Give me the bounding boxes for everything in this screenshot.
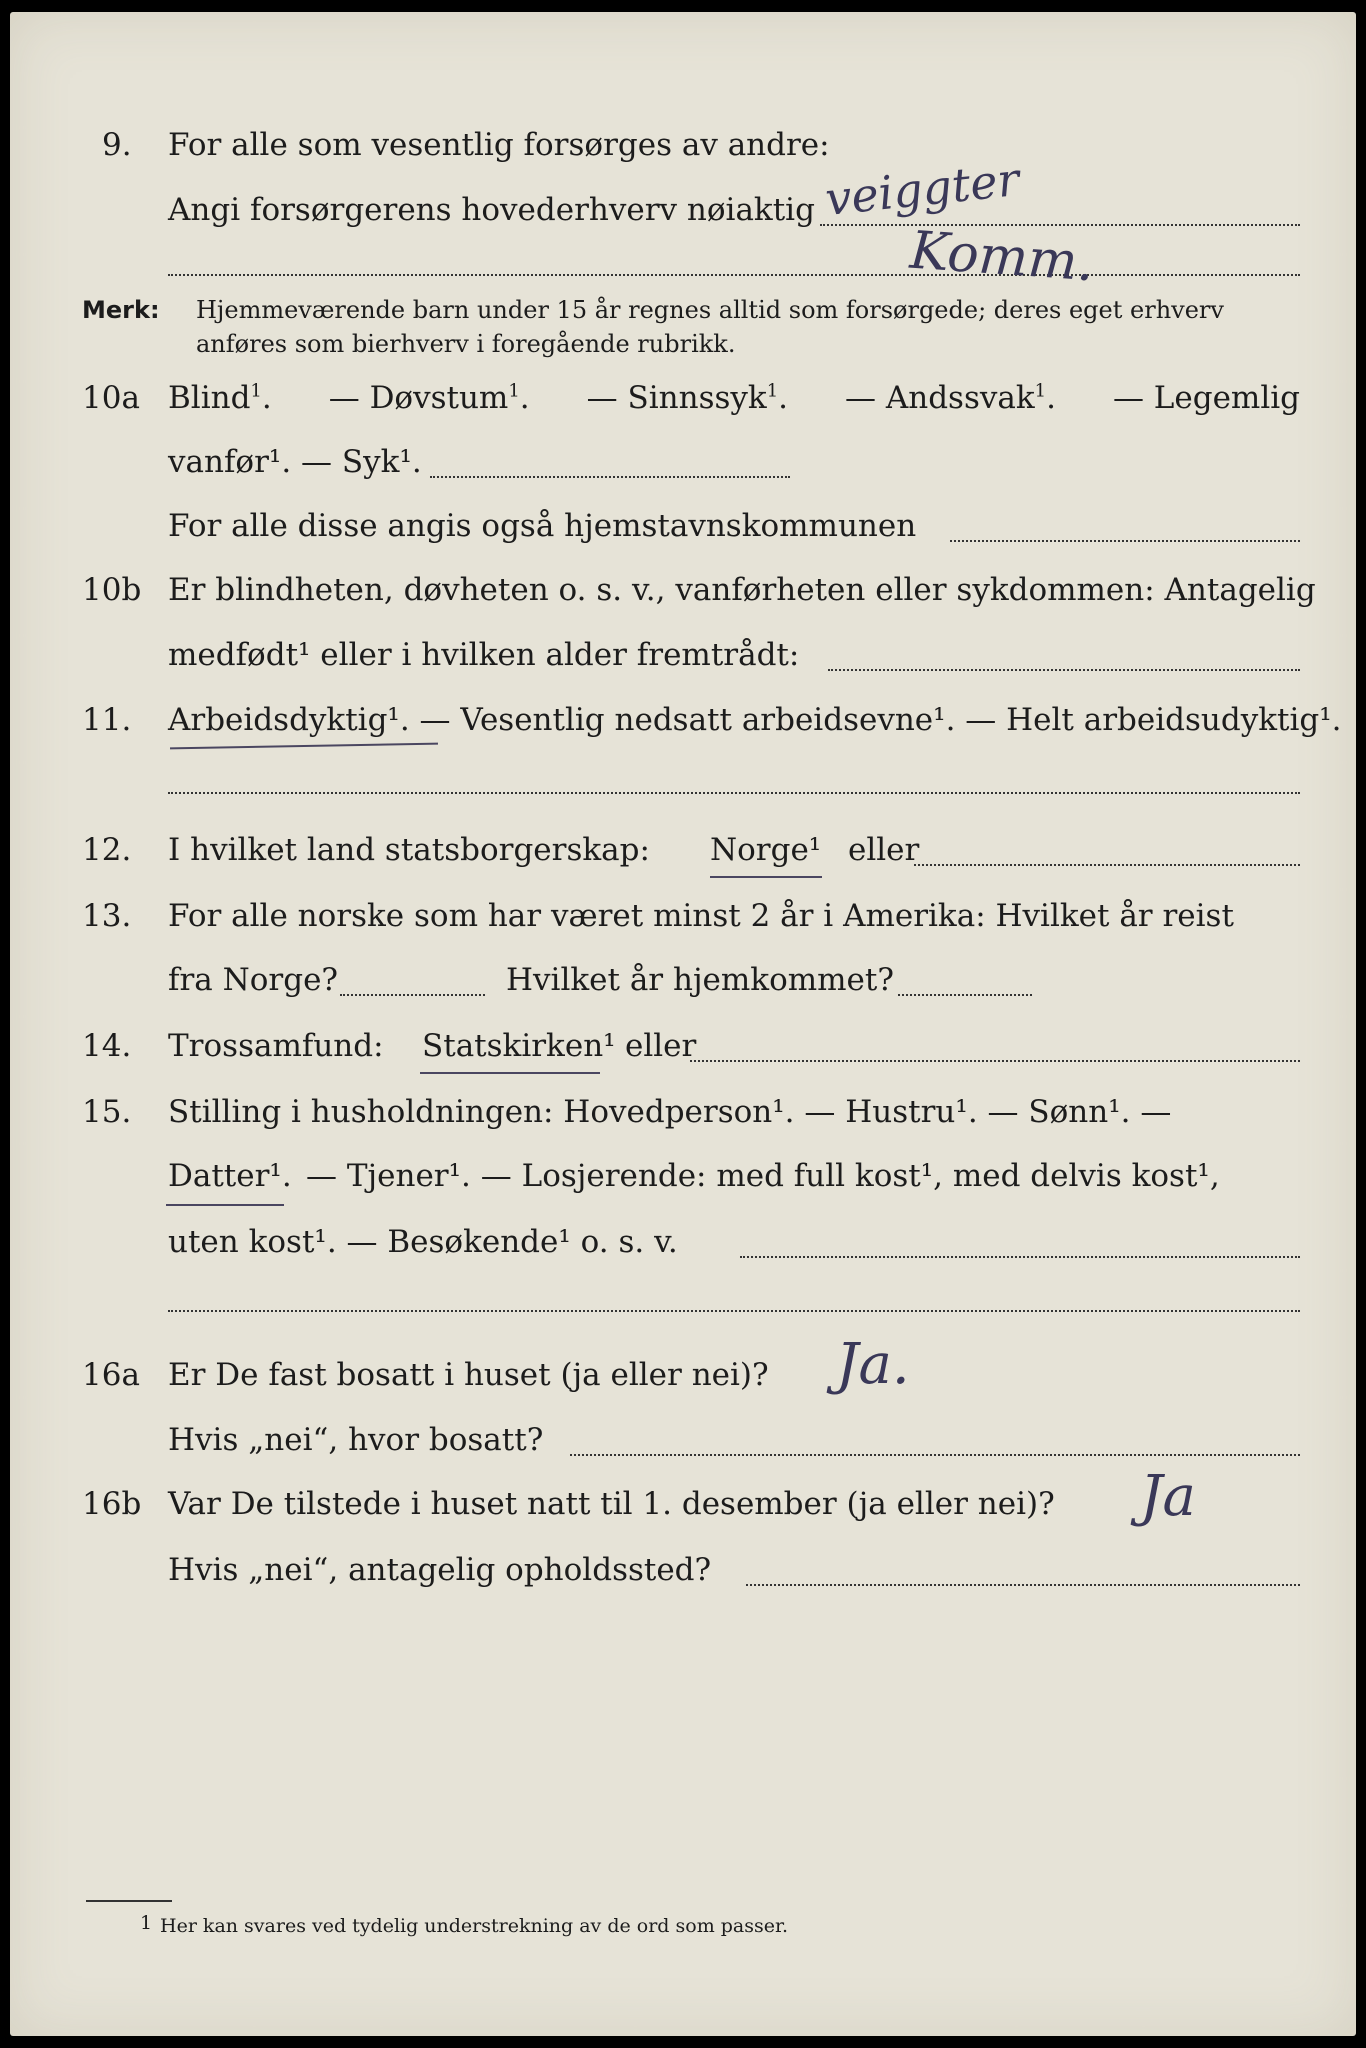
question-10b-line-2: medfødt¹ eller i hvilken alder fremtrådt: [168,637,800,673]
question-16a-line-2: Hvis „nei“, hvor bosatt? [168,1422,544,1458]
answer-line-9a [820,224,1300,226]
question-15-line-1: Stilling i husholdningen: Hovedperson¹. — Hustru¹. — Sønn¹. — [168,1094,1172,1130]
answer-line-12 [914,864,1300,866]
answer-line-13-reist [340,994,485,996]
note-line-1: Hjemmeværende barn under 15 år regnes alltid som forsørgede; deres eget erhverv [196,296,1224,324]
question-14-number: 14. [82,1028,132,1064]
answer-line-9b [168,274,1300,276]
handwritten-answer-16b: Ja [1140,1464,1196,1529]
question-10a-line-2: vanfør¹. — Syk¹. [168,444,422,480]
question-13-number: 13. [82,898,132,934]
question-14-label: Trossamfund: [168,1028,384,1064]
handwritten-answer-9a: veiggter [822,151,1022,227]
question-15-option-datter: Datter¹. [168,1158,292,1194]
note-line-2: anføres som bierhverv i foregående rubrikk. [196,330,736,358]
answer-line-16a [570,1454,1300,1456]
note-label: Merk: [82,296,160,324]
census-form-page [10,12,1356,2036]
handwritten-underline-12 [710,876,822,878]
answer-line-15a [740,1256,1300,1258]
answer-line-15b [168,1310,1300,1312]
question-12-option-norge: Norge¹ [710,832,822,868]
question-13-line-2a: fra Norge? [168,962,339,998]
handwritten-underline-15 [166,1204,284,1206]
footnote-text: Her kan svares ved tydelig understrekning av de ord som passer. [160,1915,789,1937]
question-9-line-2: Angi forsørgerens hovederhverv nøiaktig [168,192,815,228]
question-11-line-1: Arbeidsdyktig¹. — Vesentlig nedsatt arbeidsevne¹. — Helt arbeidsudyktig¹. [168,702,1342,738]
handwritten-underline-11 [170,743,438,750]
question-12-number: 12. [82,832,132,868]
answer-line-10a-syk [430,476,790,478]
handwritten-answer-16a: Ja. [836,1332,910,1397]
question-15-line-2: — Tjener¹. — Losjerende: med full kost¹, med delvis kost¹, [306,1158,1220,1194]
question-12-label: I hvilket land statsborgerskap: [168,832,650,868]
answer-line-11 [168,792,1300,794]
question-12-tail: eller [848,832,920,868]
question-10b-line-1: Er blindheten, døvheten o. s. v., vanførheten eller sykdommen: Antagelig [168,572,1316,608]
question-15-number: 15. [82,1094,132,1130]
question-13-line-1: For alle norske som har været minst 2 år i Amerika: Hvilket år reist [168,898,1234,934]
question-14-tail: eller [625,1028,697,1064]
question-13-line-2b: Hvilket år hjemkommet? [506,962,894,998]
question-10a-line-1: Blind$^1$. — Døvstum$^1$. — Sinnssyk$^1$. — Andssvak$^1$. — Legemlig [168,380,1300,416]
question-16a-line-1: Er De fast bosatt i huset (ja eller nei)? [168,1357,769,1393]
question-16b-line-1: Var De tilstede i huset natt til 1. desember (ja eller nei)? [168,1486,1055,1522]
answer-line-10b [828,669,1300,671]
question-16b-number: 16b [82,1486,142,1522]
footnote-rule [86,1900,172,1902]
question-15-line-3: uten kost¹. — Besøkende¹ o. s. v. [168,1224,678,1260]
question-16a-number: 16a [82,1357,140,1393]
answer-line-13-hjemkommet [898,994,1032,996]
footnote-mark: 1 [140,1912,153,1934]
question-11-number: 11. [82,702,132,738]
question-10b-number: 10b [82,572,142,608]
answer-line-16b [746,1584,1300,1586]
handwritten-underline-14 [420,1072,600,1074]
question-9-number: 9. [102,127,132,163]
question-14-option-statskirken: Statskirken¹ [422,1028,616,1064]
question-10a-line-3: For alle disse angis også hjemstavnskommunen [168,508,917,544]
question-16b-line-2: Hvis „nei“, antagelig opholdssted? [168,1552,712,1588]
answer-line-14 [690,1060,1300,1062]
question-9-line-1: For alle som vesentlig forsørges av andre: [168,127,830,163]
handwritten-answer-9b: Komm. [908,220,1096,294]
answer-line-10a-kommune [950,540,1300,542]
question-10a-number: 10a [82,380,140,416]
